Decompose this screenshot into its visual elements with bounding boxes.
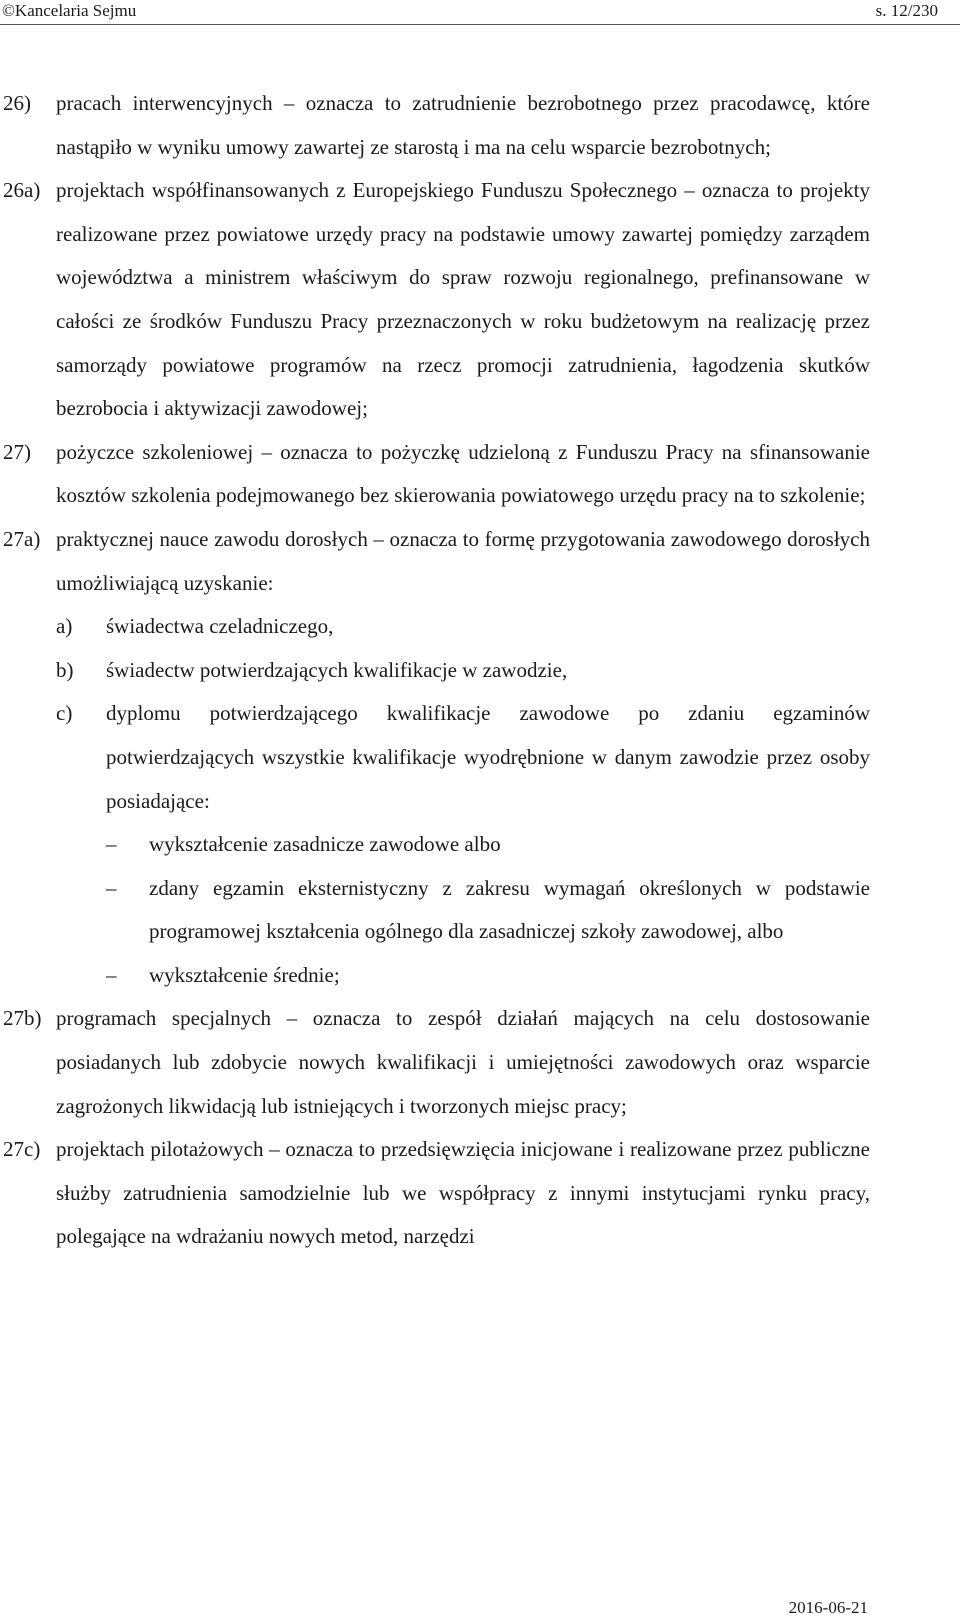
item-text: projektach współfinansowanych z Europejskiego Funduszu Społecznego – oznacza to projekty realizowane przez powiatowe urzędy pracy na podstawie umowy zawartej pomiędzy zarządem województwa a ministrem właściwym do spraw rozwoju regionalnego, prefinansowane w całości ze środków Funduszu Pracy przeznaczonych w roku budżetowym na realizację przez samorządy powiatowe programów na rzecz promocji zatrudnienia, łagodzenia skutków bezrobocia i aktywizacji zawodowej; (56, 178, 870, 421)
sub-item-label: c) (56, 701, 73, 726)
item-text: pracach interwencyjnych – oznacza to zatrudnienie bezrobotnego przez pracodawcę, które nastąpiło w wyniku umowy zawartej ze starostą i ma na celu wsparcie bezrobotnych; (56, 91, 870, 159)
dash-item-text: wykształcenie średnie; (149, 962, 340, 987)
document-body (0, 82, 960, 1259)
definition-item-27b (0, 997, 960, 1128)
definition-item-26a (0, 169, 960, 431)
item-number: 27c) (3, 1137, 41, 1162)
sub-item-label: a) (56, 614, 73, 639)
dash-marker: – (106, 962, 117, 987)
header-divider (0, 24, 960, 25)
item-number: 27a) (3, 526, 41, 551)
definition-item-27c (0, 1128, 960, 1259)
dash-item-text: wykształcenie zasadnicze zawodowe albo (149, 832, 501, 857)
page-number: s. 12/230 (875, 1, 938, 20)
definition-item-27a (0, 518, 960, 605)
item-number: 27) (3, 439, 31, 464)
dash-marker: – (106, 875, 117, 900)
sub-item-label: b) (56, 657, 74, 682)
item-text: programach specjalnych – oznacza to zespół działań mających na celu dostosowanie posiadanych lub zdobycie nowych kwalifikacji i umiejętności zawodowych oraz wsparcie zagrożonych likwidacją lub istniejących i tworzonych miejsc pracy; (56, 1006, 870, 1118)
dash-item-2 (0, 867, 960, 954)
sub-item-text: świadectwa czeladniczego, (106, 614, 334, 639)
item-number: 27b) (3, 1006, 42, 1031)
sub-item-text: dyplomu potwierdzającego kwalifikacje zawodowe po zdaniu egzaminów potwierdzających wszystkie kwalifikacje wyodrębnione w danym zawodzie przez osoby posiadające: (106, 701, 870, 813)
document-date: 2016-06-21 (788, 1598, 868, 1617)
sub-item-b (0, 649, 960, 693)
dash-marker: – (106, 832, 117, 857)
definition-item-27 (0, 431, 960, 518)
item-number: 26a) (3, 178, 41, 203)
item-number: 26) (3, 91, 31, 115)
definition-item-26 (0, 82, 960, 169)
page-header (0, 0, 960, 26)
item-text: projektach pilotażowych – oznacza to przedsięwzięcia inicjowane i realizowane przez publiczne służby zatrudnienia samodzielnie lub we współpracy z innymi instytucjami rynku pracy, polegające na wdrażaniu nowych metod, narzędzi (56, 1137, 870, 1249)
dash-item-3 (0, 954, 960, 998)
sub-item-a (0, 605, 960, 649)
sub-item-c (0, 692, 960, 823)
dash-item-text: zdany egzamin eksternistyczny z zakresu wymagań określonych w podstawie programowej kształcenia ogólnego dla zasadniczej szkoły zawodowej, albo (149, 875, 870, 944)
sub-item-text: świadectw potwierdzających kwalifikacje w zawodzie, (106, 657, 568, 682)
item-text: pożyczce szkoleniowej – oznacza to pożyczkę udzieloną z Funduszu Pracy na sfinansowanie kosztów szkolenia podejmowanego bez skierowania powiatowego urzędu pracy na to szkolenie; (56, 439, 870, 508)
dash-item-1 (0, 823, 960, 867)
copyright-label: ©Kancelaria Sejmu (2, 1, 137, 20)
item-text: praktycznej nauce zawodu dorosłych – oznacza to formę przygotowania zawodowego dorosłych umożliwiającą uzyskanie: (56, 526, 870, 595)
